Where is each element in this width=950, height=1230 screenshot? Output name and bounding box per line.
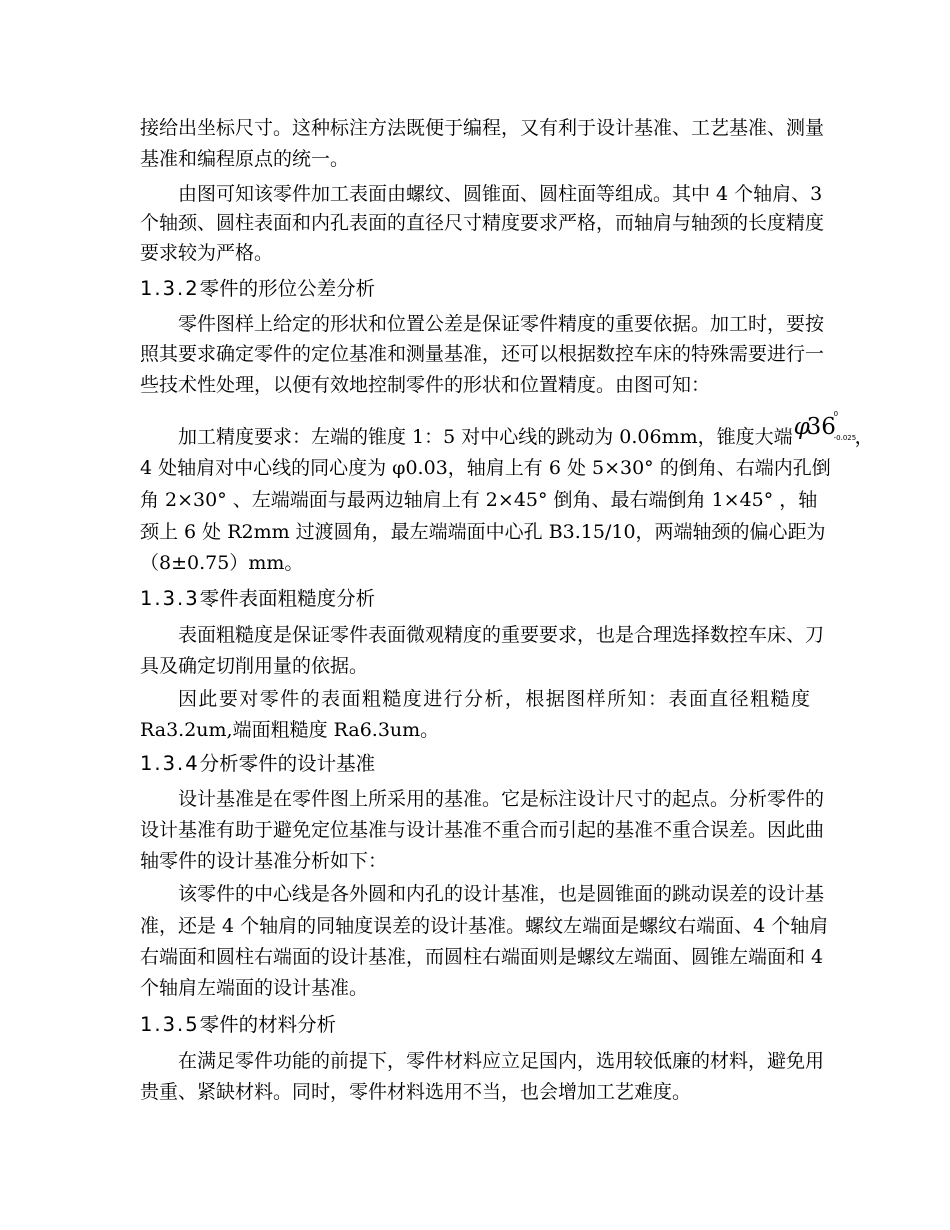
paragraph-9-line-2: 贵重、紧缺材料。同时，零件材料选用不当，也会增加工艺难度。 [140, 1081, 692, 1103]
paragraph-1-line-2: 基准和编程原点的统一。 [140, 148, 350, 170]
paragraph-4-line-1 [178, 410, 874, 450]
paragraph-6-line-1: 因此要对零件的表面粗糙度进行分析，根据图样所知：表面直径粗糙度 [178, 688, 810, 710]
section-number: 1.3.4 [140, 752, 200, 775]
paragraph-5-line-1: 表面粗糙度是保证零件表面微观精度的重要要求，也是合理选择数控车床、刀 [178, 624, 825, 646]
paragraph-8-line-2: 准，还是 4 个轴肩的同轴度误差的设计基准。螺纹左端面是螺纹右端面、4 个轴肩 [140, 915, 829, 937]
paragraph-2-line-3: 要求较为严格。 [140, 242, 274, 264]
paragraph-9-line-1: 在满足零件功能的前提下，零件材料应立足国内，选用较低廉的材料，避免用 [178, 1050, 825, 1072]
section-heading-1-3-5 [140, 1012, 336, 1038]
paragraph-8-line-1: 该零件的中心线是各外圆和内孔的设计基准，也是圆锥面的跳动误差的设计基 [178, 883, 825, 905]
tolerance-upper: 0 [833, 410, 839, 418]
paragraph-4-line-5: （8±0.75）mm。 [140, 552, 304, 574]
diameter-tolerance [793, 410, 857, 450]
paragraph-5-line-2: 具及确定切削用量的依据。 [140, 655, 369, 677]
paragraph-4-line-2: 4 处轴肩对中心线的同心度为 φ0.03，轴肩上有 6 处 5×30° 的倒角、右端内孔倒 [140, 457, 831, 479]
section-number: 1.3.2 [140, 277, 200, 300]
paragraph-1-line-1: 接给出坐标尺寸。这种标注方法既便于编程，又有利于设计基准、工艺基准、测量 [140, 117, 825, 139]
paragraph-3-line-3: 些技术性处理，以便有效地控制零件的形状和位置精度。由图可知： [140, 374, 711, 396]
tolerance-lower: -0.025 [833, 434, 857, 442]
paragraph-3-line-1: 零件图样上给定的形状和位置公差是保证零件精度的重要依据。加工时，要按 [178, 313, 825, 335]
paragraph-8-line-3: 右端面和圆柱右端面的设计基准，而圆柱右端面则是螺纹左端面、圆锥左端面和 4 [140, 946, 824, 968]
diameter-value: 36 [806, 414, 836, 440]
section-number: 1.3.5 [140, 1013, 200, 1036]
paragraph-7-line-1: 设计基准是在零件图上所采用的基准。它是标注设计尺寸的起点。分析零件的 [178, 788, 825, 810]
section-title: 零件的材料分析 [199, 1013, 337, 1036]
paragraph-2-line-2: 个轴颈、圆柱表面和内孔表面的直径尺寸精度要求严格，而轴肩与轴颈的长度精度 [140, 212, 825, 234]
comma: ， [854, 426, 874, 448]
section-heading-1-3-4 [140, 751, 375, 777]
paragraph-2-line-1: 由图可知该零件加工表面由螺纹、圆锥面、圆柱面等组成。其中 4 个轴肩、3 [178, 183, 823, 205]
section-title: 零件的形位公差分析 [199, 277, 376, 300]
paragraph-6-line-2: Ra3.2um,端面粗糙度 Ra6.3um。 [140, 719, 440, 741]
paragraph-8-line-4: 个轴肩左端面的设计基准。 [140, 977, 369, 999]
section-heading-1-3-3 [140, 586, 375, 612]
paragraph-7-line-3: 轴零件的设计基准分析如下： [140, 850, 388, 872]
section-title: 分析零件的设计基准 [199, 752, 376, 775]
paragraph-4-line-3: 角 2×30° 、左端端面与最两边轴肩上有 2×45° 倒角、最右端倒角 1×45° ，轴 [140, 489, 818, 511]
diameter-symbol: φ [793, 414, 810, 440]
paragraph-3-line-2: 照其要求确定零件的定位基准和测量基准，还可以根据数控车床的特殊需要进行一 [140, 343, 825, 365]
section-number: 1.3.3 [140, 587, 200, 610]
paragraph-4-line-4: 颈上 6 处 R2mm 过渡圆角，最左端端面中心孔 B3.15/10，两端轴颈的偏心距为 [140, 521, 826, 543]
precision-requirement-text: 加工精度要求：左端的锥度 1：5 对中心线的跳动为 0.06mm，锥度大端 [178, 426, 793, 448]
paragraph-7-line-2: 设计基准有助于避免定位基准与设计基准不重合而引起的基准不重合误差。因此曲 [140, 819, 825, 841]
section-title: 零件表面粗糙度分析 [199, 587, 376, 610]
section-heading-1-3-2 [140, 276, 375, 302]
